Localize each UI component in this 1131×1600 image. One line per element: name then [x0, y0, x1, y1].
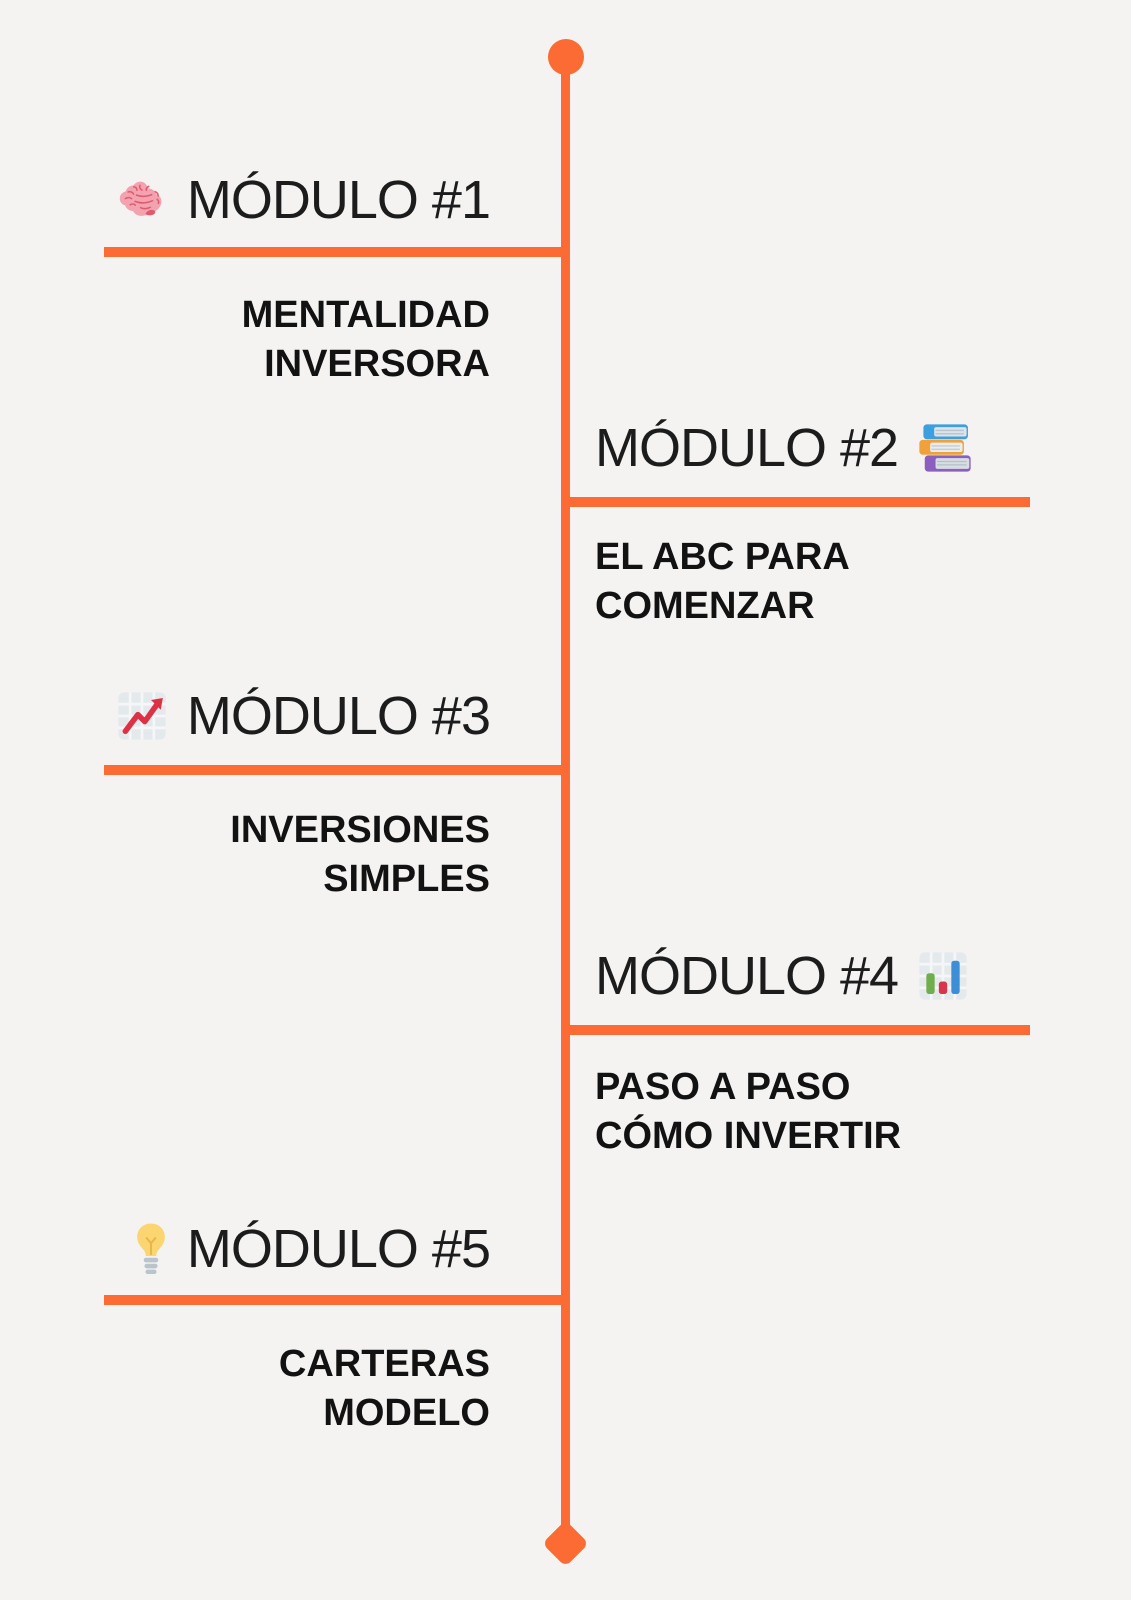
module-3-divider: [104, 765, 570, 775]
light-bulb-icon: [135, 1222, 167, 1276]
module-1-subtitle: [100, 291, 530, 389]
module-2-divider: [561, 497, 1030, 507]
module-2-subtitle-line-1: EL ABC PARA: [595, 536, 850, 578]
module-1-title: MÓDULO #1: [186, 170, 490, 230]
module-4-divider: [561, 1025, 1030, 1035]
module-4-subtitle-line-1: PASO A PASO: [595, 1066, 851, 1108]
module-4-subtitle: [595, 1063, 901, 1161]
module-5-subtitle: [100, 1340, 530, 1438]
module-2-title-row: [595, 416, 972, 480]
module-1-subtitle-line-1: MENTALIDAD: [241, 294, 490, 336]
brain-icon: [117, 175, 167, 225]
module-5-title-row: [100, 1217, 530, 1281]
module-4-subtitle-line-2: CÓMO INVERTIR: [595, 1115, 902, 1157]
module-4-title-row: [595, 944, 968, 1008]
books-icon: [918, 423, 972, 473]
module-2-subtitle-line-2: COMENZAR: [595, 585, 815, 627]
module-5-subtitle-line-2: MODELO: [323, 1392, 490, 1434]
module-3-subtitle-line-1: INVERSIONES: [230, 809, 490, 851]
module-3-subtitle: [100, 806, 530, 904]
module-1-divider: [104, 247, 570, 257]
module-5-title: MÓDULO #5: [186, 1219, 490, 1279]
module-3-title-row: [100, 684, 530, 748]
module-4-title: MÓDULO #4: [595, 946, 899, 1006]
module-2-title: MÓDULO #2: [595, 418, 899, 478]
module-1-title-row: [100, 168, 530, 232]
chart-increasing-icon: [117, 691, 167, 741]
timeline-end-diamond: [542, 1520, 589, 1567]
timeline-start-dot: [548, 39, 584, 75]
module-5-subtitle-line-1: CARTERAS: [278, 1343, 490, 1385]
timeline-spine: [561, 57, 570, 1527]
bar-chart-icon: [918, 951, 968, 1001]
module-2-subtitle: [595, 533, 850, 631]
module-1-subtitle-line-2: INVERSORA: [264, 343, 490, 385]
module-3-subtitle-line-2: SIMPLES: [323, 858, 490, 900]
module-5-divider: [104, 1295, 570, 1305]
module-3-title: MÓDULO #3: [186, 686, 490, 746]
